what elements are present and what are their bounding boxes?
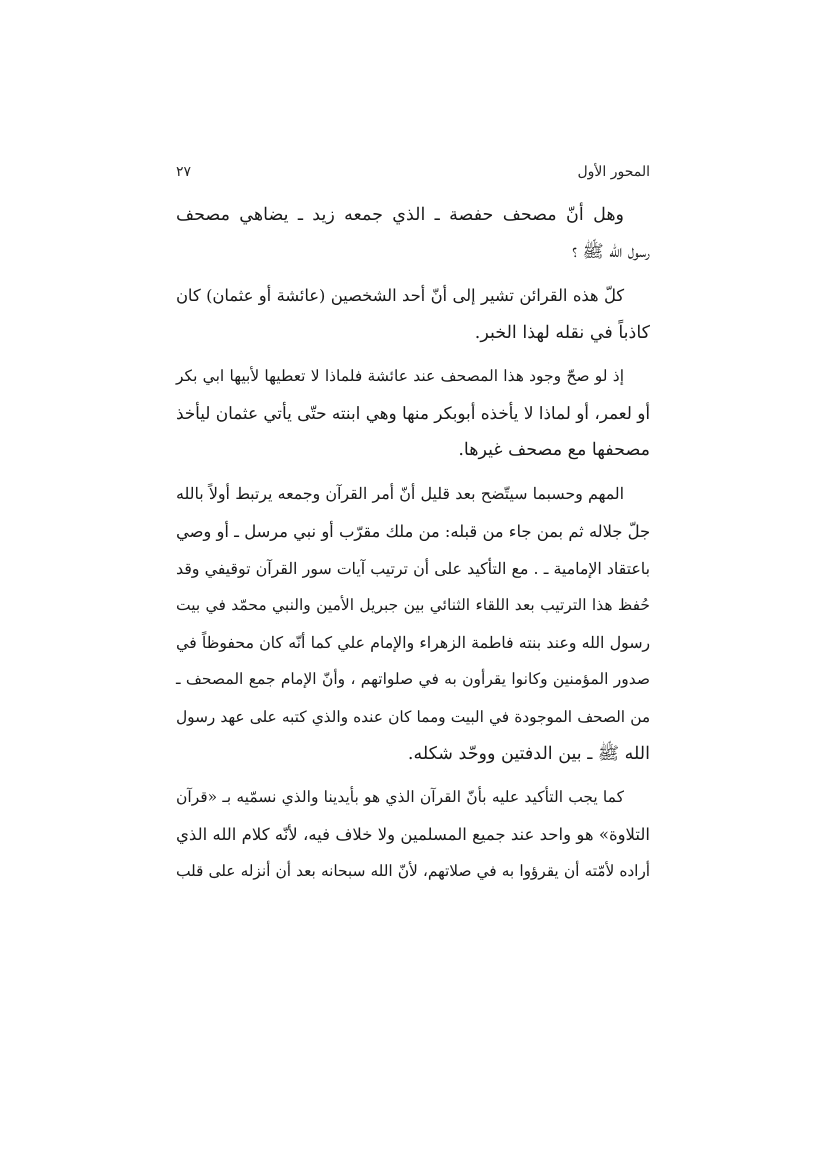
text-line: رسول الله وعند بنته فاطمة الزهراء والإمام علي كما أنّه كان محفوظاً في — [176, 633, 650, 653]
paragraph — [176, 277, 650, 351]
text-line: وهل أنّ مصحف حفصة ـ الذي جمعه زيد ـ يضاهي مصحف — [176, 205, 624, 225]
text-line: كلّ هذه القرائن تشير إلى أنّ أحد الشخصين (عائشة أو عثمان) كان — [176, 286, 624, 306]
text-line: باعتقاد الإمامية ـ . مع التأكيد على أن ترتيب آيات سور القرآن توقيفي وقد — [176, 558, 650, 578]
body-text — [176, 197, 650, 897]
text-line: رسول الله ﷺ ؟ — [572, 242, 650, 263]
text-line: مصحفها مع مصحف غيرها. — [458, 440, 650, 461]
text-line: صدور المؤمنين وكانوا يقرأون به في صلواتهم ، وأنّ الإمام جمع المصحف ـ — [176, 670, 650, 689]
text-line: الله ﷺ ـ بين الدفتين ووحّد شكله. — [407, 743, 650, 764]
paragraph — [176, 475, 650, 773]
text-line: كاذباً في نقله لهذا الخبر. — [474, 322, 650, 343]
text-line: أراده لأمّته أن يقرؤوا به في صلاتهم، لأنّ الله سبحانه بعد أن أنزله على قلب — [176, 862, 650, 881]
paragraph — [176, 779, 650, 891]
chapter-title: المحور الأول — [577, 164, 650, 180]
text-line: المهم وحسبما سيتّضح بعد قليل أنّ أمر القرآن وجمعه يرتبط أولاً بالله — [176, 484, 624, 504]
text-line: حُفظ هذا الترتيب بعد اللقاء الثنائي بين جبريل الأمين والنبي محمّد في بيت — [176, 596, 650, 615]
running-header — [176, 160, 650, 184]
paragraph — [176, 358, 650, 470]
text-line: كما يجب التأكيد عليه بأنّ القرآن الذي هو بأيدينا والذي نسمّيه بـ «قرآن — [176, 788, 624, 807]
text-line: جلّ جلاله ثم بمن جاء من قبله: من ملك مقرّب أو نبي مرسل ـ أو وصي — [176, 521, 650, 541]
text-line: أو لعمر، أو لماذا لا يأخذه أبوبكر منها وهي ابنته حتّى يأتي عثمان ليأخذ — [176, 403, 650, 424]
text-line: إذ لو صحّ وجود هذا المصحف عند عائشة فلماذا لا تعطيها لأبيها ابي بكر — [176, 366, 624, 385]
paragraph — [176, 197, 650, 271]
page-number: ٢٧ — [176, 164, 192, 180]
text-line: التلاوة» هو واحد عند جميع المسلمين ولا خلاف فيه، لأنّه كلام الله الذي — [176, 825, 650, 845]
text-line: من الصحف الموجودة في البيت ومما كان عنده والذي كتبه على عهد رسول — [176, 707, 650, 726]
